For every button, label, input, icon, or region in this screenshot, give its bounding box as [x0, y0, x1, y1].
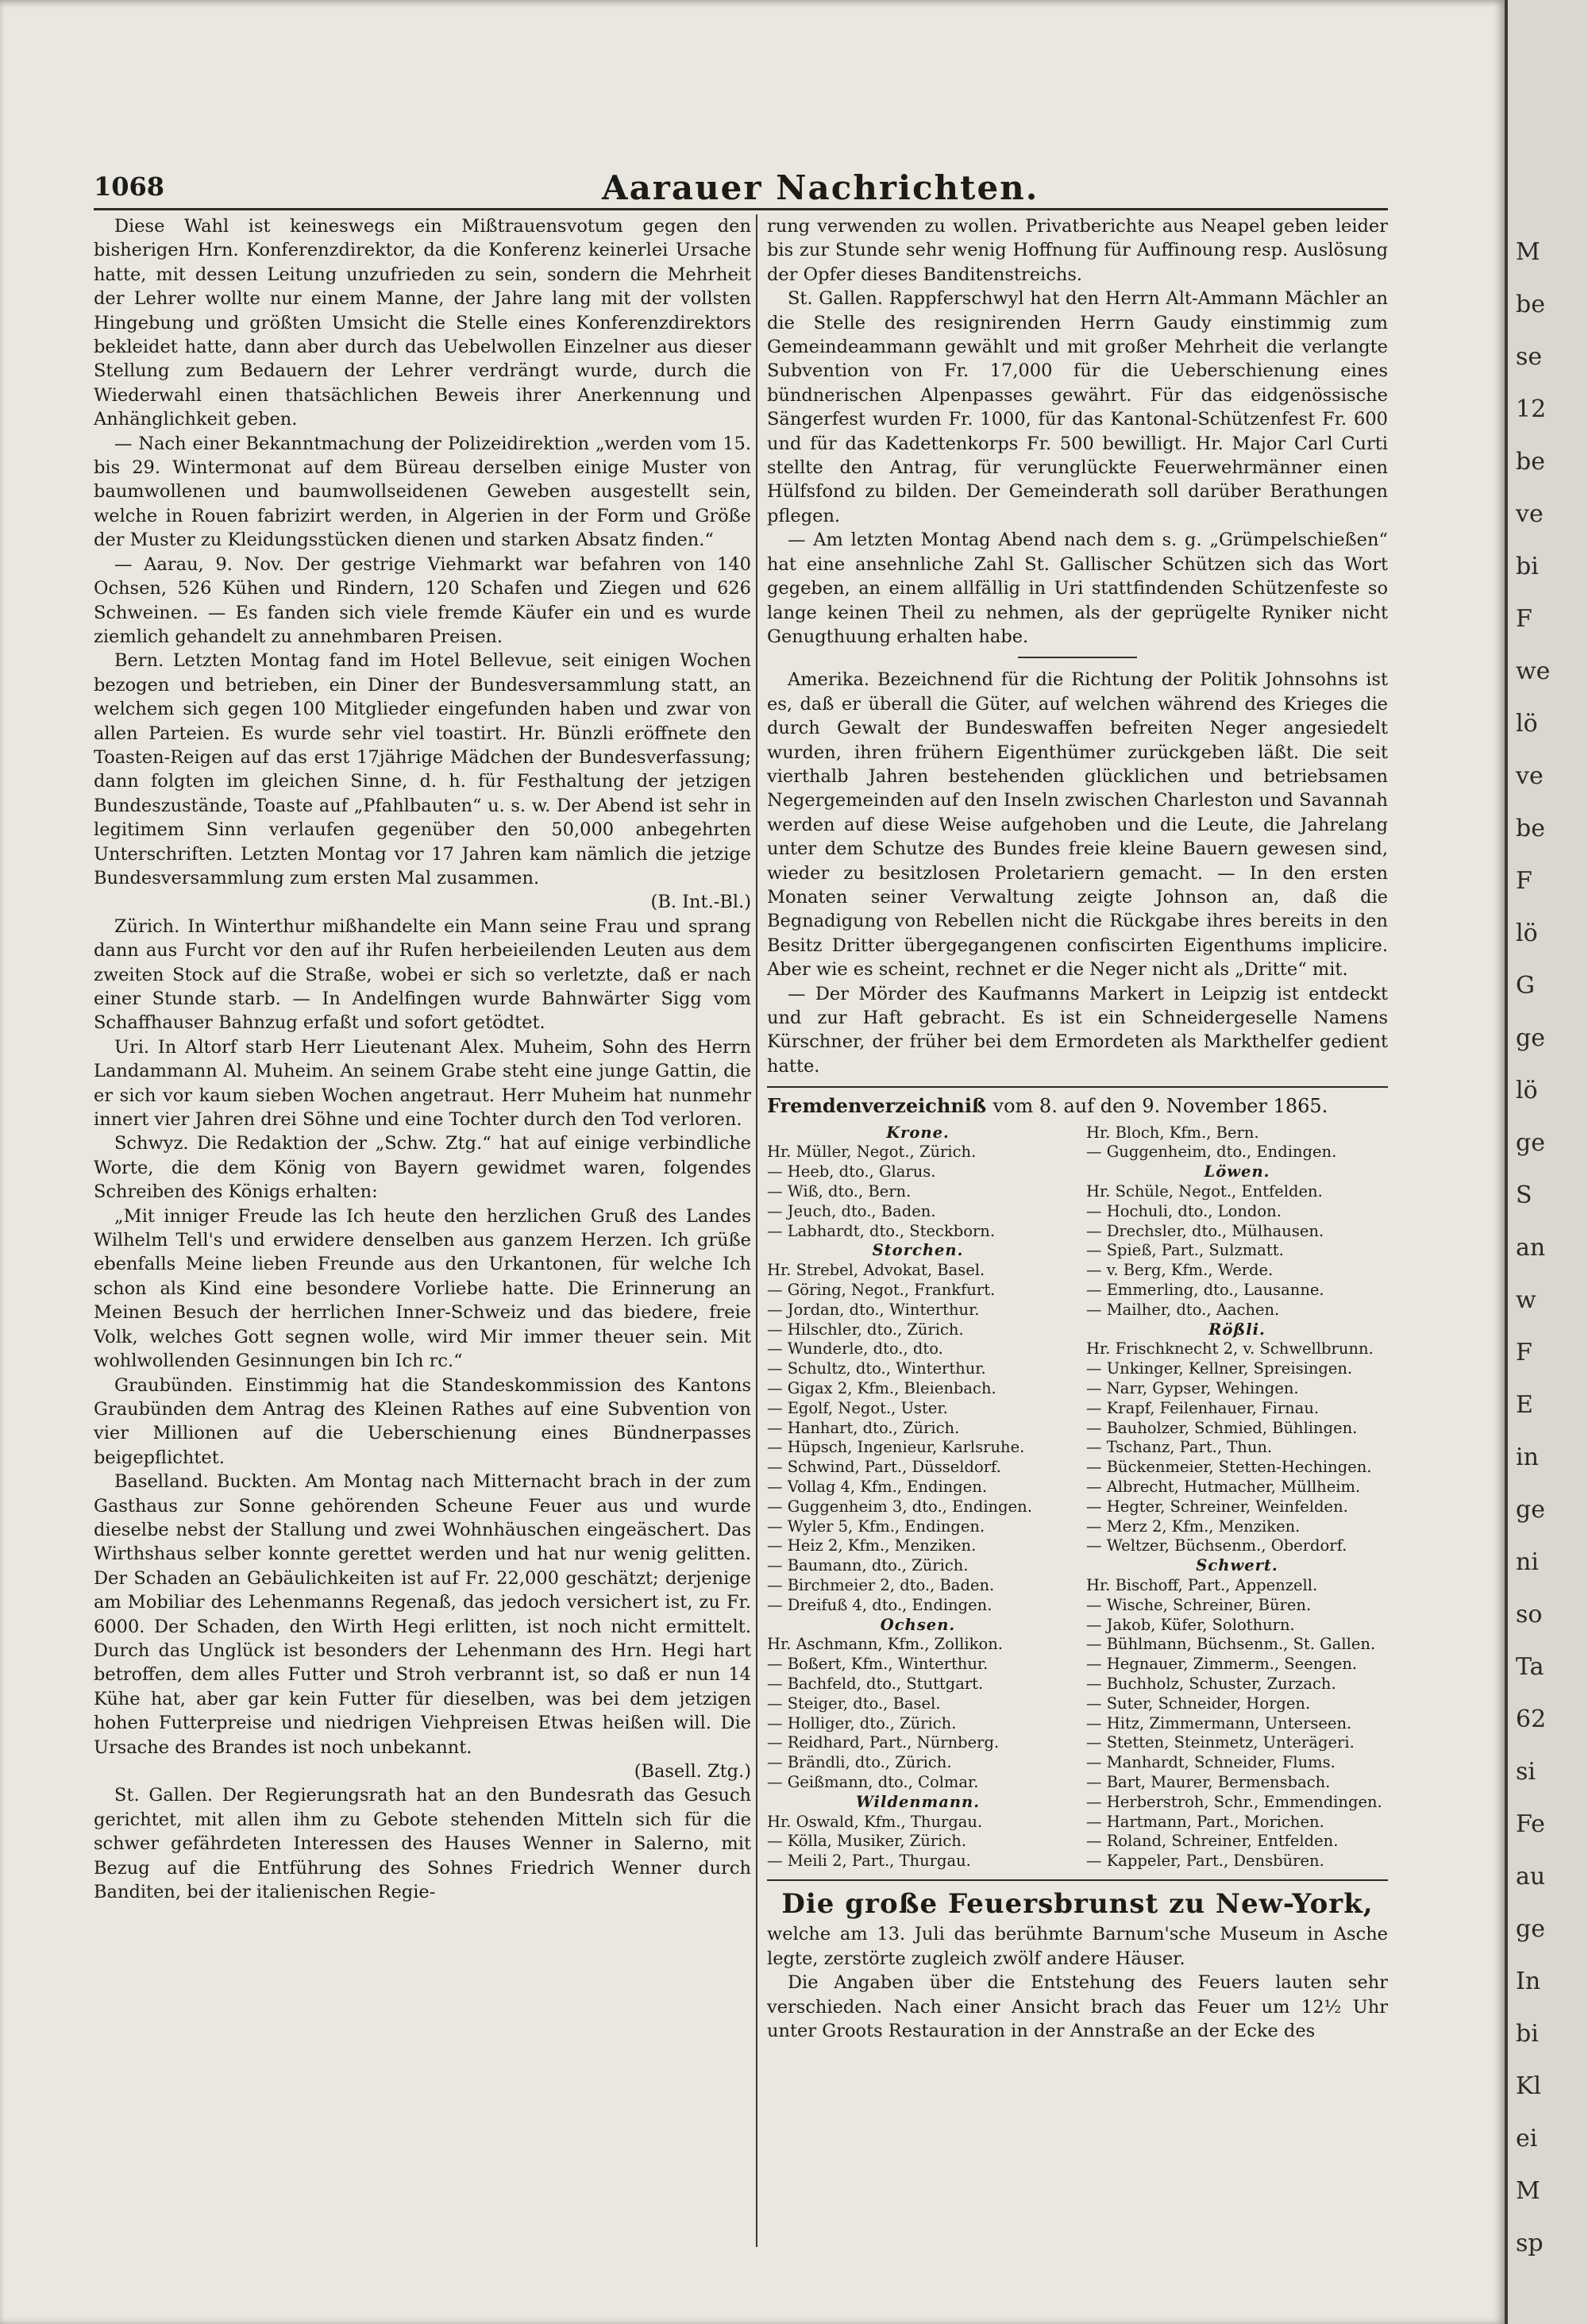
- guest-entry: Hr. Müller, Negot., Zürich.: [767, 1143, 977, 1162]
- guest-entry: — Meili 2, Part., Thurgau.: [767, 1852, 971, 1871]
- article-paragraph: — Nach einer Bekanntmachung der Polizeidirektion „werden vom 15. bis 29. Wintermonat auf dem Büreau derselben einige Muster von baumwollenen und baumwollseidenen Geweben ausgestellt sein, welche in Rouen fabrizirt werden, in Algerien in der Form und Größe der Muster zu Kleidungsstücken dienen und starken Absatz finden.“: [94, 433, 751, 551]
- hotel-name: Krone.: [886, 1123, 950, 1142]
- guest-entry: Hr. Schüle, Negot., Entfelden.: [1086, 1182, 1323, 1201]
- fire-article-body: [767, 1922, 1388, 2043]
- adjacent-page-text-fragment: ge: [1516, 1024, 1545, 1052]
- guest-entry: — Hanhart, dto., Zürich.: [767, 1418, 960, 1437]
- adjacent-page-text-fragment: F: [1516, 1339, 1532, 1366]
- guest-entry: — Merz 2, Kfm., Menziken.: [1086, 1517, 1301, 1536]
- adjacent-page-text-fragment: be: [1516, 291, 1545, 318]
- guest-entry: — Bückenmeier, Stetten-Hechingen.: [1086, 1458, 1372, 1477]
- fire-article-title: Die große Feuersbrunst zu New-York,: [781, 1887, 1374, 1920]
- article-separator: [1018, 657, 1137, 658]
- guest-entry: — Dreifuß 4, dto., Endingen.: [767, 1595, 992, 1614]
- guest-entry: — Gigax 2, Kfm., Bleienbach.: [767, 1378, 996, 1397]
- adjacent-page-text-fragment: be: [1516, 448, 1545, 476]
- hotel-name: Storchen.: [872, 1241, 964, 1260]
- article-paragraph: Baselland. Buckten. Am Montag nach Mitternacht brach in der zum Gasthaus zur Sonne gehörenden Scheune Feuer aus und wurde dieselbe nebst der Stallung und zwei Wohnhäuschen eingeäschert. Das Wirthshaus selber konnte gerettet werden und hat nur wenig gelitten. Der Schaden an Gebäulichkeiten ist auf Fr. 22,000 geschätzt; derjenige am Mobiliar des Lehenmanns Regenaß, das jedoch versichert ist, zu Fr. 6000. Der Schaden, den Wirth Hegi erlitten, ist noch nicht ermittelt. Durch das Unglück ist besonders der Lehenmann des Hrn. Hegi hart betroffen, dem alles Futter und Stroh verbrannt ist, so daß er nun 14 Kühe hat, aber gar kein Futter für dieselben, was bei dem jetzigen hohen Futterpreise und niedrigen Viehpreisen Etwas heißen will. Die Ursache des Brandes ist noch unbekannt.: [94, 1471, 751, 1758]
- guest-entry: — Boßert, Kfm., Winterthur.: [767, 1655, 989, 1674]
- adjacent-page-text-fragment: lö: [1516, 710, 1538, 738]
- guest-entry: — Bart, Maurer, Bermensbach.: [1086, 1772, 1331, 1791]
- article-paragraph: Graubünden. Einstimmig hat die Standeskommission des Kantons Graubünden dem Antrag des Kleinen Rathes auf eine Subvention von vier Millionen auf die Ueberschienung eines Bündnerpasses beigepflichtet.: [94, 1374, 751, 1468]
- guest-entry: — Steiger, dto., Basel.: [767, 1694, 941, 1713]
- guest-entry: — Mailher, dto., Aachen.: [1086, 1300, 1280, 1319]
- adjacent-page-text-fragment: Fe: [1516, 1810, 1545, 1838]
- guest-entry: Hr. Frischknecht 2, v. Schwellbrunn.: [1086, 1339, 1374, 1359]
- left-column: [94, 214, 751, 1904]
- article-paragraph: St. Gallen. Der Regierungsrath hat an den Bundesrath das Gesuch gerichtet, mit allen ihm zu Gebote stehenden Mitteln sich für die schwer gefährdeten Interessen des Hauses Wenner in Salerno, mit Bezug auf die Entführung des Sohnes Friedrich Wenner durch Banditen, bei der italienischen Regie-: [94, 1785, 751, 1903]
- adjacent-page-text-fragment: we: [1516, 657, 1551, 685]
- guest-entry: — Hegter, Schreiner, Weinfelden.: [1086, 1497, 1348, 1516]
- guest-list-column-1: [767, 1123, 1069, 1871]
- guest-entry: — Spieß, Part., Sulzmatt.: [1086, 1241, 1284, 1260]
- article-paragraph: Die Angaben über die Entstehung des Feuers lauten sehr verschieden. Nach einer Ansicht brach das Feuer um 12½ Uhr unter Groots Restauration in der Annstraße an der Ecke des: [767, 1972, 1388, 2041]
- guest-entry: — Hochuli, dto., London.: [1086, 1201, 1282, 1220]
- adjacent-page-text-fragment: ve: [1516, 762, 1544, 790]
- guest-entry: — Hüpsch, Ingenieur, Karlsruhe.: [767, 1438, 1025, 1457]
- guest-entry: — Bauholzer, Schmied, Bühlingen.: [1086, 1418, 1358, 1437]
- guest-list-heading: Fremdenverzeichniß: [767, 1094, 987, 1118]
- column-divider: [756, 214, 757, 2247]
- adjacent-page-text-fragment: be: [1516, 815, 1545, 842]
- adjacent-page-text-fragment: lö: [1516, 1077, 1538, 1104]
- article-paragraph: — Am letzten Montag Abend nach dem s. g. „Grümpelschießen“ hat eine ansehnliche Zahl St. Gallischer Schützen sich das Wort gegeben, an einem allfällig in Uri stattfindenden Schützenfeste so lange keinen Theil zu nehmen, als der geprügelte Ryniker nicht Genugthuung erhalten habe.: [767, 530, 1388, 647]
- adjacent-page-text-fragment: au: [1516, 1863, 1546, 1890]
- adjacent-page-text-fragment: so: [1516, 1601, 1543, 1628]
- article-paragraph: — Der Mörder des Kaufmanns Markert in Leipzig ist entdeckt und zur Haft gebracht. Es ist ein Schneidergeselle Namens Kürschner, der früher bei dem Ermordeten als Markthelfer gedient hatte.: [767, 983, 1388, 1077]
- hotel-name: Wildenmann.: [855, 1792, 980, 1811]
- guest-list: [767, 1123, 1388, 1871]
- adjacent-page-text-fragment: ve: [1516, 500, 1544, 528]
- guest-entry: — v. Berg, Kfm., Werde.: [1086, 1261, 1274, 1280]
- guest-entry: — Suter, Schneider, Horgen.: [1086, 1694, 1311, 1713]
- guest-entry: — Guggenheim, dto., Endingen.: [1086, 1143, 1337, 1162]
- guest-entry: — Bachfeld, dto., Stuttgart.: [767, 1674, 984, 1693]
- article-paragraph: welche am 13. Juli das berühmte Barnum'sche Museum in Asche legte, zerstörte zugleich zwölf andere Häuser.: [767, 1924, 1388, 1969]
- adjacent-page-text-fragment: M: [1516, 2177, 1540, 2205]
- adjacent-page-text-fragment: ni: [1516, 1548, 1539, 1576]
- guest-entry: — Egolf, Negot., Uster.: [767, 1398, 948, 1417]
- adjacent-page-text-fragment: sp: [1516, 2230, 1544, 2257]
- guest-entry: Hr. Oswald, Kfm., Thurgau.: [767, 1812, 983, 1831]
- right-articles: [767, 214, 1388, 1078]
- adjacent-page-text-fragment: ge: [1516, 1496, 1545, 1524]
- guest-entry: — Weltzer, Büchsenm., Oberdorf.: [1086, 1536, 1347, 1555]
- guest-entry: — Roland, Schreiner, Entfelden.: [1086, 1832, 1339, 1851]
- adjacent-page-text-fragment: 62: [1516, 1705, 1547, 1733]
- guest-entry: Hr. Aschmann, Kfm., Zollikon.: [767, 1635, 1003, 1654]
- adjacent-page-text-fragment: se: [1516, 343, 1543, 371]
- guest-entry: — Reidhard, Part., Nürnberg.: [767, 1733, 1000, 1752]
- newspaper-title: Aarauer Nachrichten.: [602, 168, 1039, 207]
- guest-entry: — Schultz, dto., Winterthur.: [767, 1359, 986, 1378]
- guest-entry: — Vollag 4, Kfm., Endingen.: [767, 1477, 988, 1496]
- guest-entry: Hr. Strebel, Advokat, Basel.: [767, 1261, 985, 1280]
- guest-entry: — Hilschler, dto., Zürich.: [767, 1320, 964, 1339]
- article-paragraph: Bern. Letzten Montag fand im Hotel Bellevue, seit einigen Wochen bezogen und betrieben, ein Diner der Bundesversammlung statt, an welchem sich gegen 100 Mitglieder eingefunden haben und zwar von allen Parteien. Es wurde sehr viel toastirt. Hr. Bünzli eröffnete den Toasten-Reigen auf das erst 17jährige Mädchen der Bundesverfassung; dann folgten im gleichen Sinne, d. h. für Festhaltung der jetzigen Bundeszustände, Toaste auf „Pfahlbauten“ u. s. w. Der Abend ist sehr in legitimem Sinn verlaufen gegenüber den 50,000 anbegehrten Unterschriften. Letzten Montag vor 17 Jahren kam nämlich die jetzige Bundesversammlung zum ersten Mal zusammen.: [94, 650, 751, 888]
- guest-entry: — Herberstroh, Schr., Emmendingen.: [1086, 1792, 1382, 1811]
- guest-entry: — Brändli, dto., Zürich.: [767, 1753, 952, 1772]
- guest-entry: — Wiß, dto., Bern.: [767, 1182, 912, 1201]
- guest-entry: — Hartmann, Part., Morichen.: [1086, 1812, 1324, 1831]
- adjacent-page-text-fragment: Ta: [1516, 1653, 1544, 1681]
- guest-entry: — Guggenheim 3, dto., Endingen.: [767, 1497, 1032, 1516]
- adjacent-page-text-fragment: Kl: [1516, 2072, 1542, 2100]
- adjacent-page-text-fragment: ei: [1516, 2125, 1538, 2152]
- article-paragraph: Diese Wahl ist keineswegs ein Mißtrauensvotum gegen den bisherigen Hrn. Konferenzdirektor, da die Konferenz keinerlei Ursache hatte, mit dessen Leitung unzufrieden zu sein, sondern die Mehrheit der Lehrer wollte nur einem Manne, der Jahre lang mit der vollsten Hingebung und größten Umsicht die Stelle eines Konferenzdirektors bekleidet hatte, dann aber durch das Uebelwollen Einzelner aus dieser Stellung zum Bedauern der Lehrer verdrängt wurde, durch die Wiederwahl einen thatsächlichen Beweis ihrer Anerkennung und Anhänglichkeit geben.: [94, 216, 751, 430]
- source-attribution: (B. Int.-Bl.): [650, 892, 751, 913]
- source-attribution: (Basell. Ztg.): [634, 1761, 751, 1782]
- adjacent-page-edge: [1505, 0, 1588, 2324]
- guest-entry: — Emmerling, dto., Lausanne.: [1086, 1281, 1324, 1299]
- right-column: [767, 214, 1388, 2043]
- guest-entry: Hr. Bischoff, Part., Appenzell.: [1086, 1575, 1318, 1594]
- guest-entry: — Wyler 5, Kfm., Endingen.: [767, 1517, 985, 1536]
- guest-entry: — Albrecht, Hutmacher, Müllheim.: [1086, 1477, 1361, 1496]
- guest-entry: — Birchmeier 2, dto., Baden.: [767, 1575, 995, 1594]
- hotel-name: Ochsen.: [880, 1615, 956, 1634]
- adjacent-page-text-fragment: lö: [1516, 919, 1538, 947]
- guest-entry: — Drechsler, dto., Mülhausen.: [1086, 1221, 1324, 1240]
- guest-entry: — Jordan, dto., Winterthur.: [767, 1300, 980, 1319]
- guest-entry: — Jeuch, dto., Baden.: [767, 1201, 936, 1220]
- adjacent-page-text-fragment: w: [1516, 1286, 1536, 1314]
- guest-entry: Hr. Bloch, Kfm., Bern.: [1086, 1123, 1259, 1142]
- guest-entry: — Baumann, dto., Zürich.: [767, 1556, 969, 1575]
- adjacent-page-text-fragment: an: [1516, 1234, 1546, 1262]
- guest-entry: — Schwind, Part., Düsseldorf.: [767, 1458, 1001, 1477]
- guest-entry: — Tschanz, Part., Thun.: [1086, 1438, 1273, 1457]
- adjacent-page-text-fragment: F: [1516, 605, 1532, 633]
- adjacent-page-text-fragment: M: [1516, 238, 1540, 266]
- adjacent-page-text-fragment: si: [1516, 1758, 1536, 1786]
- guest-entry: — Kappeler, Part., Densbüren.: [1086, 1852, 1324, 1871]
- adjacent-page-text-fragment: ge: [1516, 1915, 1545, 1943]
- guest-entry: — Stetten, Steinmetz, Unterägeri.: [1086, 1733, 1355, 1752]
- article-paragraph: Uri. In Altorf starb Herr Lieutenant Alex. Muheim, Sohn des Herrn Landammann Al. Muheim. An seinem Grabe steht eine junge Gattin, die er sich vor kaum sieben Wochen angetraut. Herr Muheim hat nunmehr innert vier Jahren drei Söhne und eine Tochter durch den Tod verloren.: [94, 1036, 751, 1131]
- article-paragraph: „Mit inniger Freude las Ich heute den herzlichen Gruß des Landes Wilhelm Tell's und erwidere denselben aus ganzem Herzen. Ich grüße ebenfalls Meine lieben Freunde aus den Urkantonen, für welche Ich schon als Kind eine besondere Vorliebe hatte. Die Erinnerung an Meinen Besuch der herrlichen Inner-Schweiz und das biedere, freie Volk, welches Gott segnen wolle, wird Mir immer theuer sein. Mit wohlwollenden Gesinnungen bin Ich rc.“: [94, 1205, 751, 1372]
- guest-list-dates: vom 8. auf den 9. November 1865.: [992, 1095, 1328, 1118]
- guest-entry: — Wunderle, dto., dto.: [767, 1339, 943, 1359]
- adjacent-page-text-fragment: S: [1516, 1181, 1532, 1209]
- article-paragraph: Zürich. In Winterthur mißhandelte ein Mann seine Frau und sprang dann aus Furcht vor den auf ihr Rufen herbeieilenden Leuten aus dem zweiten Stock auf die Straße, wobei er sich so verletzte, daß er nach einer Stunde starb. — In Andelfingen wurde Bahnwärter Sigg vom Schaffhauser Bahnzug erfaßt und sofort getödtet.: [94, 915, 751, 1034]
- article-paragraph: — Aarau, 9. Nov. Der gestrige Viehmarkt war befahren von 140 Ochsen, 526 Kühen und Rindern, 120 Schafen und Ziegen und 626 Schweinen. — Es fanden sich viele fremde Käufer ein und es wurde ziemlich gehandelt zu annehmbaren Preisen.: [94, 553, 751, 647]
- guest-entry: — Hegnauer, Zimmerm., Seengen.: [1086, 1655, 1358, 1674]
- guest-entry: — Jakob, Küfer, Solothurn.: [1086, 1615, 1295, 1634]
- guest-entry: — Labhardt, dto., Steckborn.: [767, 1221, 996, 1240]
- guest-entry: — Kölla, Musiker, Zürich.: [767, 1832, 967, 1851]
- guest-entry: — Heeb, dto., Glarus.: [767, 1162, 936, 1181]
- adjacent-page-text-fragment: ge: [1516, 1129, 1545, 1157]
- adjacent-page-text-fragment: bi: [1516, 553, 1539, 580]
- adjacent-page-text-fragment: bi: [1516, 2020, 1539, 2048]
- guest-entry: — Holliger, dto., Zürich.: [767, 1713, 957, 1732]
- article-paragraph: Schwyz. Die Redaktion der „Schw. Ztg.“ hat auf einige verbindliche Worte, die dem König von Bayern gewidmet waren, folgendes Schreiben des Königs erhalten:: [94, 1133, 751, 1203]
- article-paragraph: Amerika. Bezeichnend für die Richtung der Politik Johnsohns ist es, daß er überall die Güter, auf welchen während des Krieges die durch Gewalt der Bundeswaffen befreiten Neger angesiedelt wurden, ihren frühern Eigenthümer zurückgeben läßt. Die seit vierthalb Jahren bestehenden glücklichen und betriebsamen Negergemeinden auf den Inseln zwischen Charleston und Savannah werden auf diese Weise aufgehoben und die Leute, die Jahrelang unter dem Schutze des Bundes freie kleine Bauern gewesen sind, wieder zu besitzlosen Proletariern gemacht. — In den ersten Monaten seiner Verwaltung zeigte Johnson an, daß die Begnadigung von Rebellen nicht die Rückgabe ihres bereits in den Besitz Dritter übergegangenen confiscirten Eigenthums implicire. Aber wie es scheint, rechnet er die Neger nicht als „Dritte“ mit.: [767, 669, 1388, 981]
- page-header: [94, 168, 1388, 219]
- guest-entry: — Buchholz, Schuster, Zurzach.: [1086, 1674, 1336, 1693]
- guest-entry: — Krapf, Feilenhauer, Firnau.: [1086, 1398, 1320, 1417]
- guest-list-title: [767, 1094, 1388, 1118]
- guest-entry: — Wische, Schreiner, Büren.: [1086, 1595, 1312, 1614]
- guest-entry: — Unkinger, Kellner, Spreisingen.: [1086, 1359, 1353, 1378]
- article-paragraph: rung verwenden zu wollen. Privatberichte aus Neapel geben leider bis zur Stunde sehr wenig Hoffnung für Auffinoung resp. Auslösung der Opfer dieses Banditenstreichs.: [767, 216, 1388, 285]
- guest-entry: — Hitz, Zimmermann, Unterseen.: [1086, 1713, 1352, 1732]
- guest-entry: — Göring, Negot., Frankfurt.: [767, 1281, 996, 1299]
- hotel-name: Rößli.: [1208, 1320, 1266, 1339]
- guest-entry: — Heiz 2, Kfm., Menziken.: [767, 1536, 977, 1555]
- adjacent-page-text-fragment: F: [1516, 867, 1532, 895]
- guest-entry: — Narr, Gypser, Wehingen.: [1086, 1378, 1299, 1397]
- article-paragraph: St. Gallen. Rappferschwyl hat den Herrn Alt-Ammann Mächler an die Stelle des resignirenden Herrn Gaudy einstimmig zum Gemeindeammann gewählt und mit großer Mehrheit die verlangte Subvention von Fr. 17,000 für die Ueberschienung eines bündnerischen Alpenpasses gewährt. Für das eidgenössische Sängerfest wurden Fr. 1000, für das Kantonal-Schützenfest Fr. 600 und für das Kadettenkorps Fr. 500 bewilligt. Hr. Major Carl Curti stellte den Antrag, für verunglückte Feuerwehrmänner einen Hülfsfond zu bilden. Der Gemeinderath soll darüber Berathungen pflegen.: [767, 288, 1388, 526]
- guest-entry: — Geißmann, dto., Colmar.: [767, 1772, 979, 1791]
- section-rule: [767, 1086, 1388, 1088]
- adjacent-page-text-fragment: E: [1516, 1391, 1533, 1419]
- section-rule: [767, 1879, 1388, 1881]
- guest-entry: — Manhardt, Schneider, Flums.: [1086, 1753, 1336, 1772]
- adjacent-page-text-fragment: In: [1516, 1967, 1541, 1995]
- guest-list-column-2: [1086, 1123, 1388, 1871]
- hotel-name: Schwert.: [1196, 1556, 1278, 1575]
- guest-entry: — Bühlmann, Büchsenm., St. Gallen.: [1086, 1635, 1376, 1654]
- adjacent-page-text-fragment: 12: [1516, 395, 1547, 423]
- hotel-name: Löwen.: [1204, 1162, 1270, 1181]
- page-number: 1068: [94, 172, 165, 202]
- adjacent-page-text-fragment: G: [1516, 972, 1535, 1000]
- adjacent-page-text-fragment: in: [1516, 1443, 1539, 1471]
- header-rule: [94, 208, 1388, 210]
